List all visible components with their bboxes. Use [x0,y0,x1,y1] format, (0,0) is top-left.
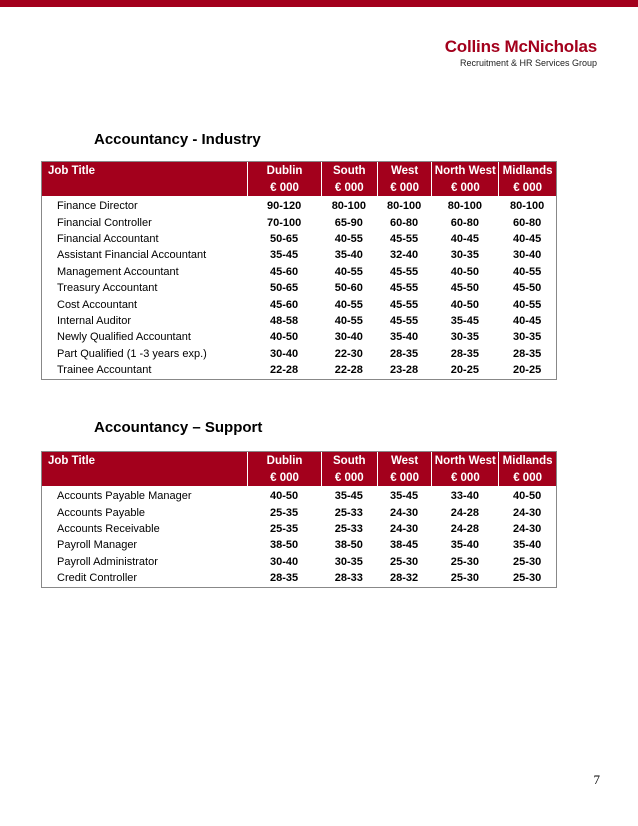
job-title-cell: Payroll Manager [57,539,138,552]
unit-dublin: € 000 [247,179,321,196]
table-header [42,452,556,486]
table-row [42,504,556,520]
midlands-cell: 80-100 [509,200,545,213]
midlands-cell: 24-30 [513,506,542,519]
south-cell: 65-90 [334,216,363,229]
header-west: West [377,162,432,179]
south-cell: 30-35 [334,555,363,568]
dublin-cell: 45-60 [270,265,299,278]
midlands-cell: 30-35 [513,331,542,344]
west-cell: 45-55 [390,298,419,311]
dublin-cell: 48-58 [270,314,299,327]
west-cell: 23-28 [390,364,419,377]
section-title-industry: Accountancy - Industry [94,131,261,148]
header-north-west: North West [431,162,498,179]
dublin-cell: 22-28 [270,364,299,377]
brand-subtitle: Recruitment & HR Services Group [459,58,597,68]
north-west-cell: 20-25 [450,364,479,377]
south-cell: 50-60 [334,282,363,295]
dublin-cell: 38-50 [270,539,299,552]
job-title-cell: Management Accountant [57,265,179,278]
table-row [42,521,556,537]
section-title-support: Accountancy – Support [94,419,263,436]
midlands-cell: 25-30 [513,572,542,585]
page-number: 7 [593,772,600,787]
top-accent-bar [0,0,638,7]
table-row [42,346,556,362]
west-cell: 28-35 [390,347,419,360]
north-west-cell: 25-30 [450,555,479,568]
north-west-cell: 33-40 [450,490,479,503]
north-west-cell: 25-30 [450,572,479,585]
table-row [42,198,556,214]
table-row [42,537,556,553]
north-west-cell: 80-100 [447,200,482,213]
dublin-cell: 70-100 [266,216,302,229]
dublin-cell: 25-35 [270,506,299,519]
west-cell: 45-55 [390,232,419,245]
job-title-cell: Credit Controller [57,572,138,585]
table-row [42,329,556,345]
south-cell: 28-33 [334,572,363,585]
west-cell: 35-45 [390,490,419,503]
north-west-cell: 28-35 [450,347,479,360]
table-row [42,554,556,570]
south-cell: 22-30 [334,347,363,360]
midlands-cell: 35-40 [513,539,542,552]
job-title-cell: Financial Controller [57,216,152,229]
midlands-cell: 25-30 [513,555,542,568]
dublin-cell: 28-35 [270,572,299,585]
job-title-cell: Payroll Administrator [57,555,158,568]
job-title-cell: Trainee Accountant [57,364,152,377]
header-midlands: Midlands [498,162,556,179]
south-cell: 40-55 [334,314,363,327]
table-row [42,570,556,586]
unit-midlands: € 000 [498,179,556,196]
south-cell: 40-55 [334,265,363,278]
dublin-cell: 90-120 [266,200,302,213]
midlands-cell: 20-25 [513,364,542,377]
south-cell: 25-33 [334,506,363,519]
midlands-cell: 40-45 [513,232,542,245]
job-title-cell: Internal Auditor [57,314,131,327]
south-cell: 80-100 [331,200,366,213]
north-west-cell: 40-45 [450,232,479,245]
south-cell: 40-55 [334,298,363,311]
south-cell: 35-40 [334,249,363,262]
north-west-cell: 24-28 [450,522,479,535]
header-job-title: Job Title [48,164,96,177]
midlands-cell: 40-55 [513,298,542,311]
dublin-cell: 30-40 [270,347,299,360]
west-cell: 45-55 [390,265,419,278]
dublin-cell: 50-65 [270,282,299,295]
midlands-cell: 60-80 [513,216,542,229]
north-west-cell: 40-50 [450,298,479,311]
header-south: South [321,162,377,179]
units-row [42,469,556,486]
midlands-cell: 40-55 [513,265,542,278]
dublin-cell: 30-40 [270,555,299,568]
north-west-cell: 60-80 [450,216,479,229]
south-cell: 38-50 [334,539,363,552]
south-cell: 25-33 [334,522,363,535]
table-row [42,264,556,280]
north-west-cell: 30-35 [450,331,479,344]
west-cell: 60-80 [390,216,419,229]
company-logo [445,38,597,69]
unit-midlands: € 000 [498,469,556,486]
north-west-cell: 35-45 [450,314,479,327]
dublin-cell: 35-45 [270,249,299,262]
dublin-cell: 25-35 [270,522,299,535]
north-west-cell: 30-35 [450,249,479,262]
dublin-cell: 40-50 [270,490,299,503]
job-title-cell: Part Qualified (1 -3 years exp.) [57,347,207,360]
midlands-cell: 24-30 [513,522,542,535]
brand-name: Collins McNicholas [444,37,597,56]
salary-table-support [41,451,557,588]
header-row [42,452,556,469]
north-west-cell: 40-50 [450,265,479,278]
west-cell: 28-32 [390,572,419,585]
south-cell: 30-40 [334,331,363,344]
unit-north-west: € 000 [431,179,498,196]
header-north-west: North West [431,452,498,469]
job-title-cell: Accounts Payable Manager [57,490,192,503]
job-title-cell: Accounts Receivable [57,522,160,535]
west-cell: 45-55 [390,282,419,295]
header-job-title: Job Title [48,454,96,467]
job-title-cell: Assistant Financial Accountant [57,249,207,262]
job-title-cell: Treasury Accountant [57,282,158,295]
table-header [42,162,556,196]
table-row [42,488,556,504]
west-cell: 24-30 [390,522,419,535]
table-row [42,362,556,378]
table-body [42,486,556,587]
north-west-cell: 35-40 [450,539,479,552]
job-title-cell: Finance Director [57,200,138,213]
midlands-cell: 45-50 [513,282,542,295]
table-row [42,280,556,296]
north-west-cell: 45-50 [450,282,479,295]
header-row [42,162,556,179]
header-west: West [377,452,432,469]
west-cell: 45-55 [390,314,419,327]
table-row [42,214,556,230]
midlands-cell: 40-50 [513,490,542,503]
unit-dublin: € 000 [247,469,321,486]
table-row [42,247,556,263]
job-title-cell: Financial Accountant [57,232,159,245]
unit-west: € 000 [377,179,432,196]
dublin-cell: 40-50 [270,331,299,344]
job-title-cell: Newly Qualified Accountant [57,331,191,344]
unit-west: € 000 [377,469,432,486]
job-title-cell: Accounts Payable [57,506,146,519]
midlands-cell: 40-45 [513,314,542,327]
west-cell: 80-100 [386,200,422,213]
west-cell: 32-40 [390,249,419,262]
header-dublin: Dublin [247,162,321,179]
unit-north-west: € 000 [431,469,498,486]
job-title-cell: Cost Accountant [57,298,138,311]
table-body [42,196,556,379]
dublin-cell: 45-60 [270,298,299,311]
unit-south: € 000 [321,469,377,486]
west-cell: 38-45 [390,539,419,552]
header-midlands: Midlands [498,452,556,469]
unit-south: € 000 [321,179,377,196]
north-west-cell: 24-28 [450,506,479,519]
table-row [42,231,556,247]
west-cell: 24-30 [390,506,419,519]
units-row [42,179,556,196]
midlands-cell: 28-35 [513,347,542,360]
midlands-cell: 30-40 [513,249,542,262]
dublin-cell: 50-65 [270,232,299,245]
salary-table-industry [41,161,557,380]
header-south: South [321,452,377,469]
table-row [42,296,556,312]
west-cell: 35-40 [390,331,419,344]
south-cell: 22-28 [334,364,363,377]
south-cell: 40-55 [334,232,363,245]
west-cell: 25-30 [390,555,419,568]
south-cell: 35-45 [334,490,363,503]
header-dublin: Dublin [247,452,321,469]
table-row [42,313,556,329]
